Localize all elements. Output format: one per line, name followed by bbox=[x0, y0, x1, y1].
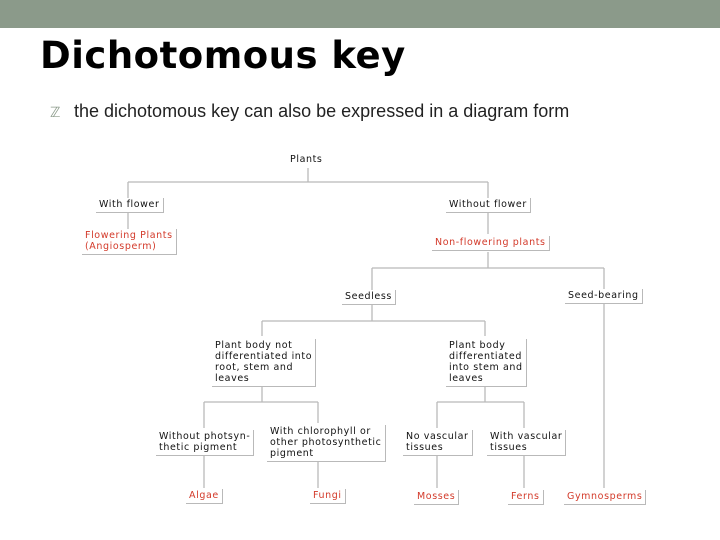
z-bullet-icon: ℤ bbox=[50, 104, 61, 120]
node-ferns: Ferns bbox=[508, 490, 544, 505]
node-seedless: Seedless bbox=[342, 290, 396, 305]
node-fungi: Fungi bbox=[310, 489, 346, 504]
node-plants: Plants bbox=[290, 154, 323, 165]
node-with-flower: With flower bbox=[96, 198, 164, 213]
node-no-vascular: No vascular tissues bbox=[403, 430, 473, 456]
slide-title: Dichotomous key bbox=[40, 34, 406, 77]
node-gymnosperms: Gymnosperms bbox=[564, 490, 646, 505]
node-with-chlorophyll: With chlorophyll or other photosynthetic pigment bbox=[267, 425, 386, 462]
node-algae: Algae bbox=[186, 489, 223, 504]
node-body-differentiated: Plant body differentiated into stem and leaves bbox=[446, 339, 527, 387]
bullet-text: the dichotomous key can also be expressed in a diagram form bbox=[74, 101, 570, 121]
node-body-undifferentiated: Plant body not differentiated into root, stem and leaves bbox=[212, 339, 316, 387]
node-with-vascular: With vascular tissues bbox=[487, 430, 566, 456]
node-flowering-plants: Flowering Plants (Angiosperm) bbox=[82, 229, 177, 255]
node-seed-bearing: Seed-bearing bbox=[565, 289, 643, 304]
node-mosses: Mosses bbox=[414, 490, 459, 505]
node-non-flowering-plants: Non-flowering plants bbox=[432, 236, 550, 251]
node-without-flower: Without flower bbox=[446, 198, 531, 213]
node-without-pigment: Without photsyn- thetic pigment bbox=[156, 430, 254, 456]
